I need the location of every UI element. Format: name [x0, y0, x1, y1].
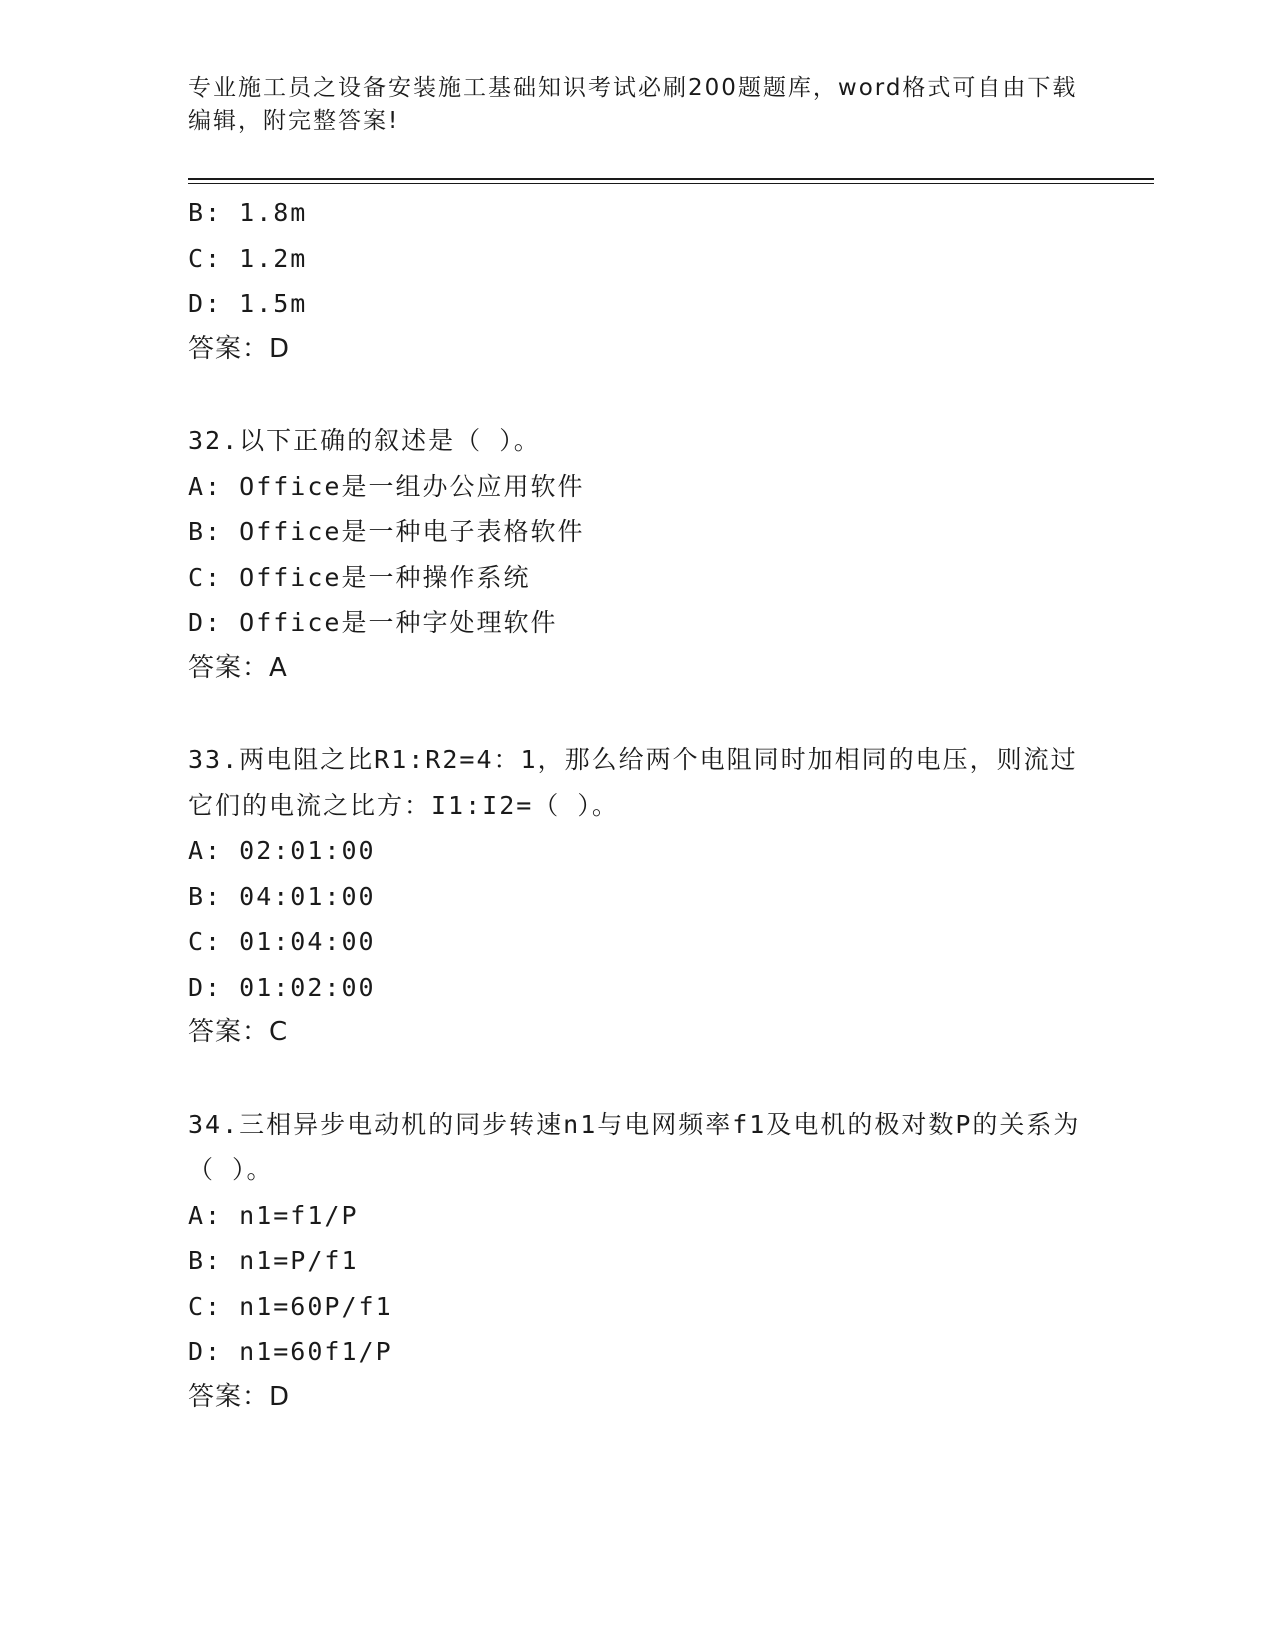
- option-d: D: 01:02:00: [188, 972, 376, 1002]
- answer-label: 答案：D: [188, 1381, 291, 1412]
- question-list: [188, 190, 1088, 1420]
- option-b: B: Office是一种电子表格软件: [188, 517, 585, 546]
- question-stem: 34.三相异步电动机的同步转速n1与电网频率f1及电机的极对数P的关系为（ ）。: [188, 1109, 1081, 1184]
- question-stem: 32.以下正确的叙述是（ ）。: [188, 426, 541, 455]
- answer-label: 答案：A: [188, 652, 288, 683]
- option-b: B: n1=P/f1: [188, 1246, 359, 1275]
- spacer: [188, 691, 1088, 737]
- option-b: B: 1.8m: [188, 198, 308, 227]
- option-d: D: Office是一种字处理软件: [188, 608, 558, 637]
- option-d: D: 1.5m: [188, 289, 308, 318]
- question-33: [188, 737, 1088, 1056]
- question-34: [188, 1102, 1088, 1421]
- option-a: A: 02:01:00: [188, 836, 376, 865]
- question-32: [188, 418, 1088, 691]
- spacer: [188, 1056, 1088, 1102]
- spacer: [188, 372, 1088, 418]
- document-title: 专业施工员之设备安装施工基础知识考试必刷200题题库，word格式可自由下载编辑，附完整答案!: [188, 75, 1078, 134]
- question-stem: 33.两电阻之比R1:R2=4：1，那么给两个电阻同时加相同的电压，则流过它们的电流之比方：I1:I2=（ ）。: [188, 745, 1078, 820]
- option-b: B: 04:01:00: [188, 881, 376, 911]
- header-divider: [188, 178, 1154, 184]
- option-c: C: 1.2m: [188, 243, 308, 273]
- option-a: A: Office是一组办公应用软件: [188, 471, 585, 501]
- option-d: D: n1=60f1/P: [188, 1337, 393, 1366]
- option-c: C: Office是一种操作系统: [188, 562, 531, 592]
- page-header: [188, 72, 1088, 138]
- option-c: C: 01:04:00: [188, 927, 376, 956]
- option-a: A: n1=f1/P: [188, 1200, 359, 1230]
- option-c: C: n1=60P/f1: [188, 1291, 393, 1321]
- answer-label: 答案：C: [188, 1017, 289, 1047]
- continued-question: [188, 190, 1088, 372]
- answer-label: 答案：D: [188, 333, 291, 364]
